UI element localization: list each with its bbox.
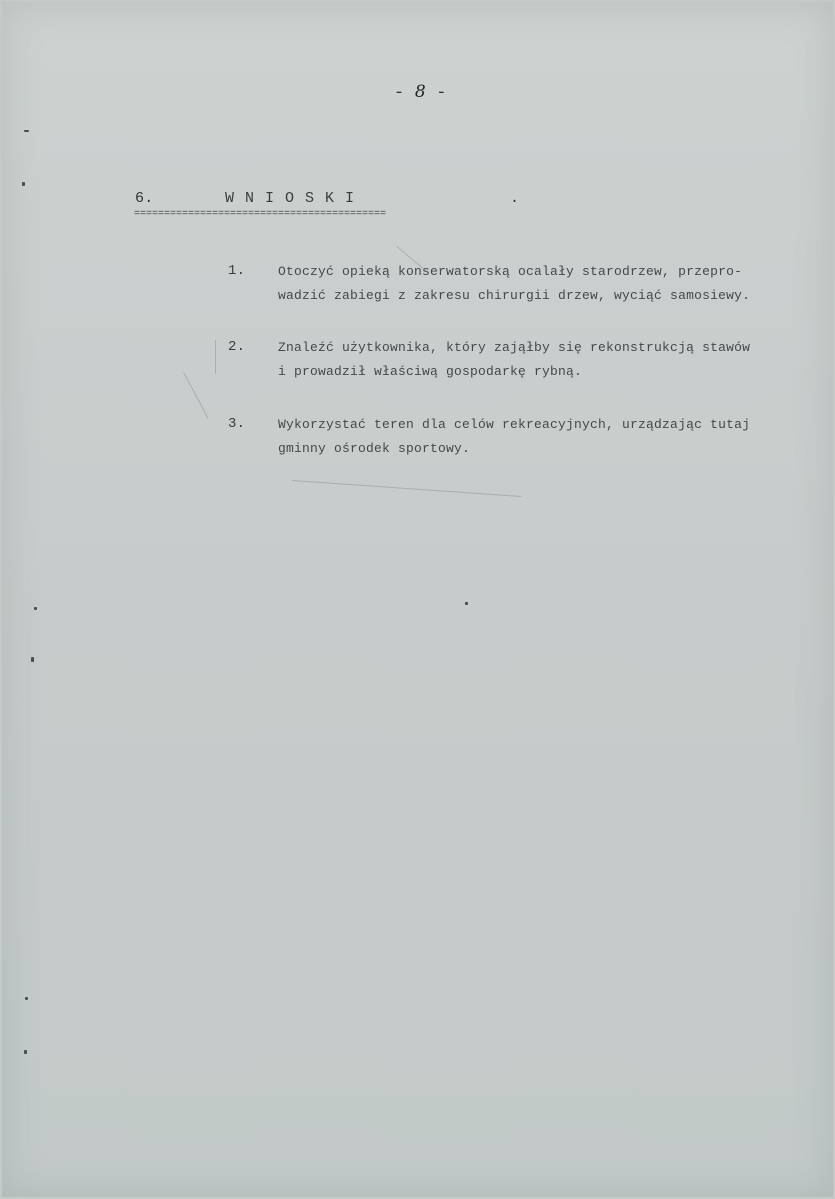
item-1-line-2: wadzić zabiegi z zakresu chirurgii drzew, wyciąć samosiewy. [278,288,751,303]
page-number-dash-left: - [394,84,405,103]
paper-speck [31,657,34,662]
paper-speck [465,602,468,605]
section-underline: ========================================== [134,209,387,220]
page-number [394,82,447,103]
page-number-dash-right: - [436,84,447,103]
item-2-line-2: i prowadził właściwą gospodarkę rybną. [278,364,583,379]
paper-speck [24,1050,27,1054]
paper-speck [24,130,29,132]
item-number-1: 1. [228,263,246,279]
pencil-stroke [183,372,208,418]
item-number-3: 3. [228,416,246,432]
paper-speck [34,607,37,610]
item-3-line-1: Wykorzystać teren dla celów rekreacyjnych, urządzając tutaj [278,417,751,432]
paper-speck [22,182,25,186]
item-number-2: 2. [228,339,246,355]
section-title: WNIOSKI [225,190,366,207]
item-2-line-1: Znaleźć użytkownika, który zająłby się rekonstrukcją stawów [278,340,751,355]
document-page [2,2,833,1197]
pencil-stroke [215,340,216,374]
item-1-line-1: Otoczyć opieką konserwatorską ocalały starodrzew, przepro- [278,264,743,279]
item-3-line-2: gminny ośrodek sportowy. [278,441,471,456]
paper-speck [25,997,28,1000]
section-title-dot: . [510,190,520,207]
pencil-stroke [292,480,522,497]
section-number: 6. [135,190,154,207]
page-number-digit: 8 [414,82,426,102]
